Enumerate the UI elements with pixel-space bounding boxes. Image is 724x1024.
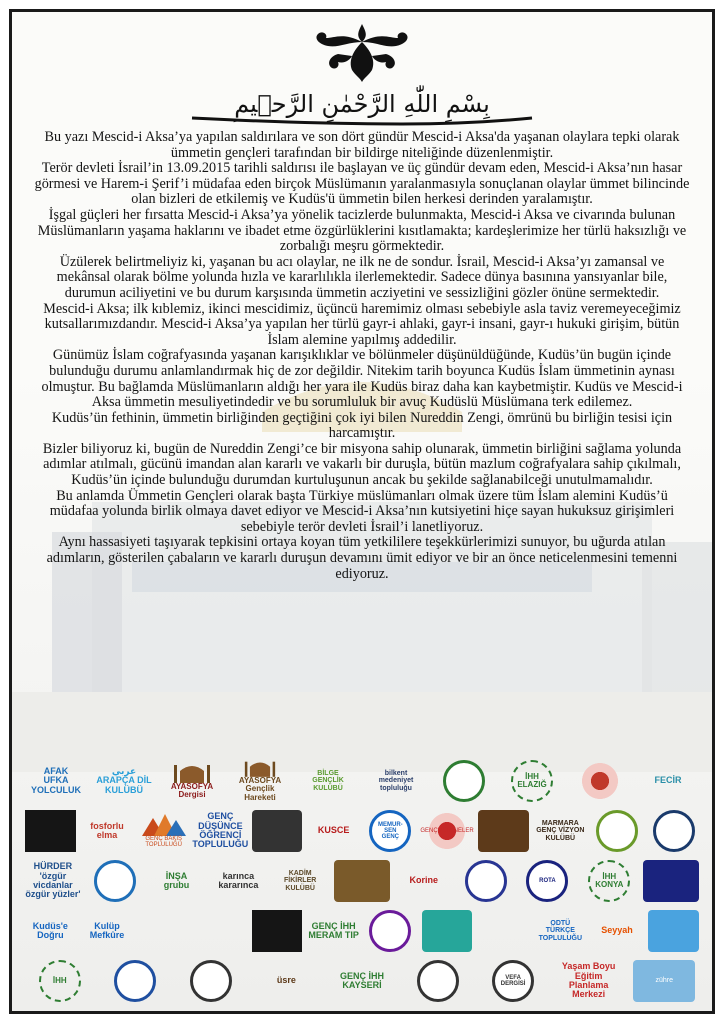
logo-text: AYASOFYA (238, 775, 282, 785)
logo-text: ÖĞRENCİ TOPLULUĞU (192, 830, 249, 850)
logo-rota (526, 860, 568, 902)
logo-odtu (535, 910, 586, 952)
logo-text: Seyyah (601, 925, 633, 936)
logo-ihh-konya (588, 860, 630, 902)
logo-eagle (417, 960, 459, 1002)
logo-fecir (637, 760, 699, 802)
logo-text: MERAM TIP (308, 930, 359, 940)
logo-text: GENÇ (381, 834, 399, 841)
logo-text: Yaşam Boyu (561, 961, 616, 972)
logo-ribbon (195, 910, 246, 952)
logo-text: GENÇ İHH (339, 970, 384, 981)
logo-korine (396, 860, 452, 902)
logo-text: TÜRKÇE (545, 927, 575, 935)
logo-text: Mefkûre (89, 930, 125, 940)
logo-text: TOPLULUĞU (538, 934, 583, 942)
logo-pen-circle (369, 910, 411, 952)
logo-scale (653, 810, 695, 852)
logo-text: GENÇ DÜŞÜNCE (198, 811, 243, 831)
logo-kudusun-dogru (25, 910, 76, 952)
logo-genc-dusunce (192, 810, 249, 852)
letter-body (34, 130, 690, 582)
logo-text: karınca kararınca (218, 870, 259, 890)
logo-kusce (308, 810, 359, 852)
logo-ihh-leaf (39, 960, 81, 1002)
logo-text: MEMUR-SEN (377, 821, 403, 834)
logo-fosforlu (82, 810, 133, 852)
supporting-organizations-logo-grid (12, 756, 712, 1008)
logo-circle-blue (465, 860, 507, 902)
logo-text: GENÇMÜMİNELER (420, 827, 474, 834)
logo-text: İNŞA (165, 870, 188, 881)
logo-arch (478, 910, 529, 952)
logo-genc-bakis (138, 810, 189, 852)
logo-text: fosforlu elma (90, 820, 124, 840)
logo-text: İHH (525, 771, 539, 781)
triangles-icon (142, 814, 186, 836)
logo-vefa (492, 960, 534, 1002)
document-page (9, 9, 715, 1014)
logo-genc-yazarlar (252, 810, 303, 852)
logo-text: Eğitim Planlama Merkezi (568, 970, 609, 1000)
logo-nav-box (643, 860, 699, 902)
logo-afak (25, 760, 87, 802)
logo-marmara (535, 810, 586, 852)
logo-bilkent (365, 760, 427, 802)
paragraph: Üzülerek belirtmeliyiz ki, yaşanan bu acı olaylar, ne ilk ne de sondur. İsrail, Mescid-i Aksa’yı zamansal ve mekânsal olarak bölme yolunda hızla ve kararlılıkla ilerlemektedir. Sadece dünya basınına yansıyanlar bile, durumun aciliyetini ve bu durum karşısında ümmetin acziyetini ve sessizliğini gözler önüne sermektedir. (56, 253, 668, 301)
logo-text: İHH (602, 871, 617, 881)
ornament-decoration (308, 20, 416, 84)
logo-karinca (210, 860, 266, 902)
logo-text: bilkent (384, 769, 408, 777)
logo-text: KULÜBÜ (313, 784, 343, 792)
logo-text: KAYSERİ (342, 980, 382, 990)
logo-text: İHH (52, 975, 67, 985)
logo-leaf-circle (596, 810, 638, 852)
logo-ihh-meram (308, 910, 359, 952)
logo-text: zühre (655, 977, 673, 985)
paragraph: İşgal güçleri her fırsatta Mescid-i Aksa’ya yönelik tacizlerde bulunmakta, Mescid-i Aksa ve civarında bulunan Müslümanların yaşama haklarını ve ibadet etme özgürlüklerini kısıtlamakta; kardeşlerimize her türlü haksızlığı ve zorbalığı meşru görmektedir. (37, 206, 687, 255)
logo-text: AFAK (43, 765, 69, 776)
logo-text: Doğru (37, 930, 64, 940)
logo-text: DERGİSİ (500, 981, 526, 987)
logo-chain-circle (190, 960, 232, 1002)
logo-hurder (25, 860, 81, 902)
logo-insa (149, 860, 205, 902)
logo-text: GENÇLİK (312, 777, 344, 785)
logo-ayasofya-genclik (229, 760, 291, 802)
logo-text: 'özgür vicdanlar özgür yüzler' (25, 870, 81, 900)
mosque-icon (240, 760, 280, 777)
paragraph: Bizler biliyoruz ki, bugün de Nureddin Zengi’ce bir misyona sahip olunarak, ümmetin birliğini sağlama yolunda adımlar atılmalı, gücünü imandan alan kararlı ve vakarlı bir duruşla, bütün mazlum coğrafyalara sahip çıkılmalı, Kudüs’ün içinde bulunduğu durumdan kurtuluşunun ancak bu şekilde sağlanabilceği unutulmamalıdır. (42, 440, 682, 489)
mosque-icon (172, 763, 212, 783)
logo-g-circle (114, 960, 156, 1002)
logo-text: KULÜBÜ (545, 834, 576, 842)
logo-ayasofya-dergisi (161, 760, 223, 802)
logo-text: KONYA (595, 880, 624, 889)
logo-genc-mumineler (420, 810, 474, 852)
logo-memur-sen (369, 810, 411, 852)
logo-text: VEFA (505, 974, 521, 981)
logo-text: GENÇ BAKIŞ TOPLULUĞU (145, 835, 182, 848)
logo-text: AYASOFYA (170, 781, 214, 791)
logo-text: Korine (409, 875, 439, 886)
logo-crescent (422, 910, 473, 952)
logo-text: Dergisi (178, 790, 206, 799)
logo-globe (94, 860, 136, 902)
logo-hayra (252, 910, 303, 952)
logo-text: MARMARA (541, 819, 579, 827)
logo-text: KADİM (288, 869, 312, 877)
logo-text: grubu (163, 880, 190, 890)
paragraph: Mescid-i Aksa; ilk kıblemiz, ikinci mescidimiz, üçüncü haremimiz olması sebebiyle asla taviz veremeyeceğimiz kutsallarımızdandır. Mescid-i Aksa’ya yapılan her türlü gayr-i ahlaki, gayr-i insani, gayr-ı hukuki girişim, bütün İslam alemine yapılmış addedilir. (43, 300, 681, 348)
logo-text: ARAPÇA DİL KULÜBÜ (96, 775, 152, 795)
logo-drop (648, 910, 699, 952)
logo-text: GENÇ İHH (311, 920, 356, 931)
logo-text: Gençlik Hareketi (244, 784, 276, 802)
logo-text: ELAZIĞ (517, 780, 547, 789)
logo-stethoscope (138, 910, 189, 952)
logo-badge-brown (478, 810, 529, 852)
basmala-calligraphy (12, 78, 712, 134)
logo-text: UFKA YOLCULUK (31, 775, 81, 795)
logo-text: GENÇ VİZYON (536, 827, 585, 835)
logo-text: Kulüp (94, 920, 120, 931)
logo-kopernik (334, 860, 390, 902)
logo-text: üsre (276, 975, 296, 986)
logo-text: Kudüs'e (32, 920, 68, 931)
logo-text: ROTA (539, 877, 556, 884)
logo-text: عربي (111, 765, 137, 776)
logo-ihh-kayseri (331, 960, 393, 1002)
logo-kadim (272, 860, 328, 902)
logo-text: FİKİRLER (284, 877, 317, 885)
logo-yasam-boyu (558, 960, 620, 1002)
logo-text: HÜRDER (33, 861, 73, 872)
logo-zuhre (633, 960, 695, 1002)
paragraph: Bu yazı Mescid-i Aksa’ya yapılan saldırılara ve son dört gündür Mescid-i Aksa'da yaşanan olaylara tepki olarak ümmetin gençleri tarafından bir bildirge niteliğinde düzenlenmiştir. (44, 129, 680, 161)
logo-ihh-elazig (511, 760, 553, 802)
logo-text: KUSCE (317, 825, 350, 836)
logo-text: KULÜBÜ (285, 884, 315, 892)
paragraph: Bu anlamda Ümmetin Gençleri olarak başta Türkiye müslümanları olmak üzere tüm İslam alemini Kudüs’ü müdafaa yolunda birlik olmaya davet ediyor ve Mescid-i Aksa’nın kutsiyetini hiçe sayan hukuksuz girişimleri sebebiyle terör devleti İsrail’i lanetliyoruz. (49, 487, 675, 535)
logo-text: FECİR (654, 775, 682, 786)
paragraph: Günümüz İslam coğrafyasında yaşanan karışıklıklar ve bölünmeler düşünüldüğünde, Kudüs’ün bugün içinde bulunduğu durumu anlamlandırmak hiç de zor değildir. Nitekim tarih boyunca Kudüs İslam ümmetinin aynası olmuştur. Bu bağlamda Müslümanların aldığı her yara ile Kudüs biraz daha kan kaybetmiştir. Kudüs ve Mescid-i Aksa ümmetin mesuliyetindedir ve bu sorumluluk bir avuç Kudüslü Müslümana terk edilemez. (41, 347, 683, 411)
logo-text: BİLGE (317, 769, 339, 777)
logo-text: medeniyet (378, 777, 414, 785)
logo-green-seal (443, 760, 485, 802)
logo-candle (25, 810, 76, 852)
logo-bilge (297, 760, 359, 802)
logo-flower (579, 760, 621, 802)
logo-text: ODTÜ (550, 919, 571, 927)
paragraph: Kudüs’ün fethinin, ümmetin birliğinden geçtiğini çok iyi bilen Nureddin Zengi, ömrünü bu birliğin tesisi için harcamıştır. (51, 409, 673, 442)
logo-arabic-1 (93, 760, 155, 802)
logo-kulup-mefkure (82, 910, 133, 952)
paragraph: Aynı hassasiyeti taşıyarak tepkisini ortaya koyan tüm yetkililere teşekkürlerimizi sunuyor, bu uğurda atılan adımların, gösterilen çabaların ve kararlı duruşun devamını ümit ediyor ve bir an önce neticelenmesini temenni ediyoruz. (46, 534, 678, 582)
basmala-text: بِسْمِ اللّٰهِ الرَّحْمٰنِ الرَّح۪يمِ (234, 90, 490, 118)
logo-text: topluluğu (380, 784, 412, 792)
logo-seyyah (592, 910, 643, 952)
paragraph: Terör devleti İsrail’in 13.09.2015 tarihli saldırısı ile başlayan ve üç gündür devam eden, Mescid-i Aksa’nın hasar görmesi ve Harem-i Şerif’i müdafaa eden birçok Müslümanın yaralanmasıyla sonuçlanan olaylar ümmet bilincinde olan bizleri de etkilemiş ve Kudüs'ü ümmetin bilen herkesi derinden yaralamıştır. (34, 160, 690, 208)
logo-usre (255, 960, 317, 1002)
